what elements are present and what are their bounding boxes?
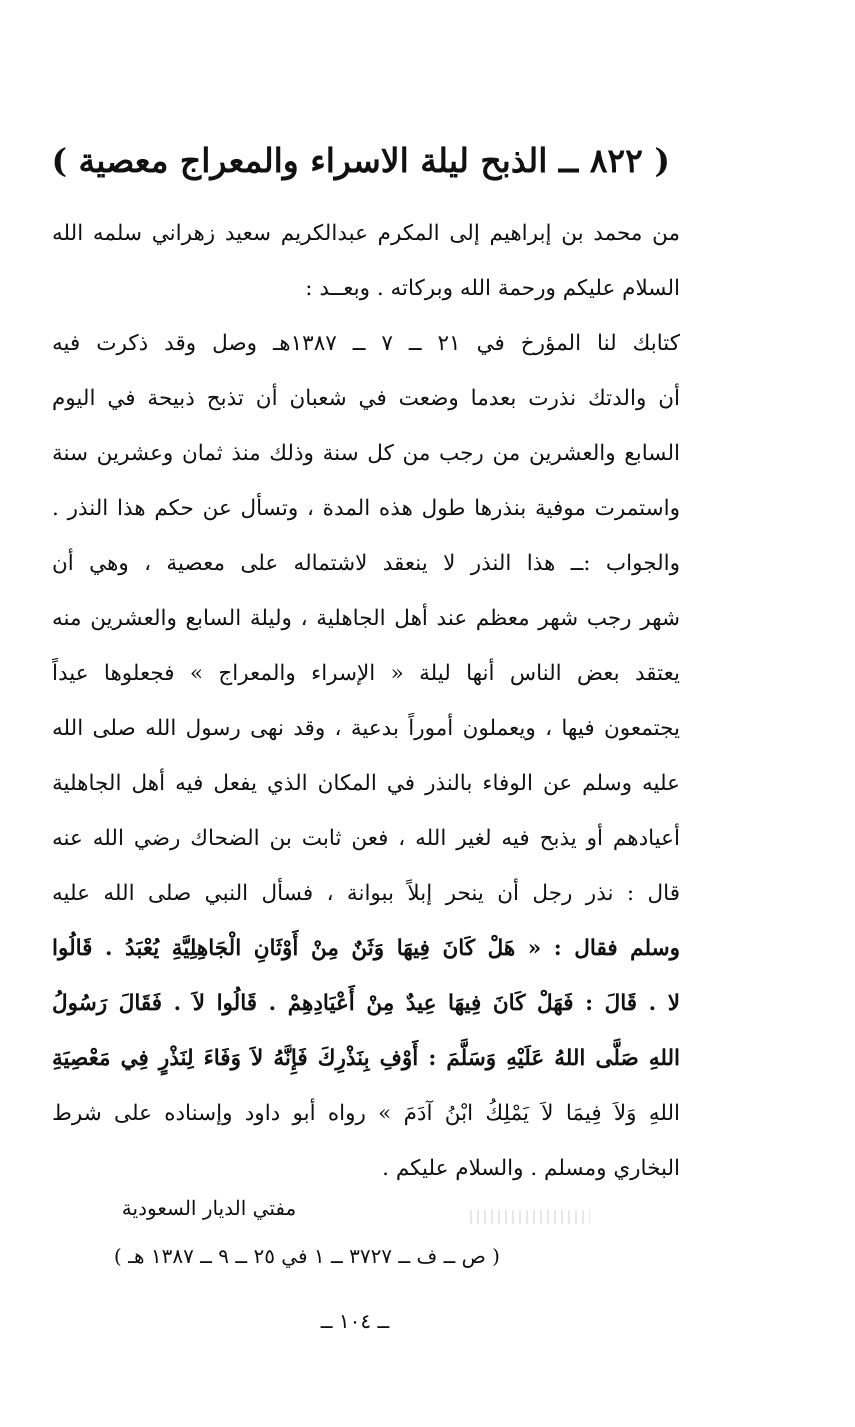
body-line: اللهِ وَلاَ فِيمَا لاَ يَمْلِكُ ابْنُ آدَمَ » رواه أبو داود وإسناده على شرط	[52, 1101, 680, 1126]
body-line: عليه وسلم عن الوفاء بالنذر في المكان الذي يفعل فيه أهل الجاهلية	[52, 771, 680, 796]
hadith-line: لا . قَالَ : فَهَلْ كَانَ فِيهَا عِيدٌ مِنْ أَعْيَادِهِمْ . قَالُوا لاَ . فَقَالَ رَسُولُ	[52, 991, 680, 1016]
body-line: قال : نذر رجل أن ينحر إبلاً ببوانة ، فسأل النبي صلى الله عليه	[52, 881, 680, 906]
hadith-line: اللهِ صَلَّى اللهُ عَلَيْهِ وَسَلَّمَ : أَوْفِ بِنَذْرِكَ فَإِنَّهُ لاَ وَفَاءَ لِنَذْرٍ فِي مَعْصِيَةِ	[52, 1046, 680, 1071]
page-number: ــ ١٠٤ ــ	[320, 1309, 390, 1333]
body-line: شهر رجب شهر معظم عند أهل الجاهلية ، وليلة السابع والعشرين منه	[52, 606, 680, 631]
body-line: البخاري ومسلم . والسلام عليكم .	[382, 1156, 680, 1181]
body-line: والجواب :ــ هذا النذر لا ينعقد لاشتماله على معصية ، وهي أن	[52, 551, 680, 576]
body-line: من محمد بن إبراهيم إلى المكرم عبدالكريم سعيد زهراني سلمه الله	[52, 221, 680, 246]
reference-number: ( ص ــ ف ــ ٣٧٢٧ ــ ١ في ٢٥ ــ ٩ ــ ١٣٨٧ هـ )	[113, 1244, 500, 1268]
body-line: يجتمعون فيها ، ويعملون أموراً بدعية ، وقد نهى رسول الله صلى الله	[52, 716, 680, 741]
signature: مفتي الديار السعودية	[121, 1196, 297, 1220]
body-line: كتابك لنا المؤرخ في ٢١ ــ ٧ ــ ١٣٨٧هـ وصل وقد ذكرت فيه	[52, 331, 680, 356]
hadith-line: وسلم فقال : « هَلْ كَانَ فِيهَا وَثَنٌ مِنْ أَوْثَانِ الْجَاهِلِيَّةِ يُعْبَدُ . قَالُوا	[52, 936, 680, 961]
body-line: أن والدتك نذرت بعدما وضعت في شعبان أن تذبح ذبيحة في اليوم	[52, 386, 680, 411]
body-line: السابع والعشرين من رجب من كل سنة وذلك منذ ثمان وعشرين سنة	[52, 441, 680, 466]
body-line: يعتقد بعض الناس أنها ليلة « الإسراء والمعراج » فجعلوها عيداً	[52, 661, 680, 686]
body-line: واستمرت موفية بنذرها طول هذه المدة ، وتسأل عن حكم هذا النذر .	[52, 496, 680, 521]
faint-stamp-mark	[470, 1210, 590, 1224]
body-line: السلام عليكم ورحمة الله وبركاته . وبعــد :	[305, 276, 680, 301]
fatwa-body	[52, 206, 680, 1196]
fatwa-title: ( ٨٢٢ ــ الذبح ليلة الاسراء والمعراج معصية )	[51, 141, 670, 180]
body-line: أعيادهم أو يذبح فيه لغير الله ، فعن ثابت بن الضحاك رضي الله عنه	[52, 826, 680, 851]
